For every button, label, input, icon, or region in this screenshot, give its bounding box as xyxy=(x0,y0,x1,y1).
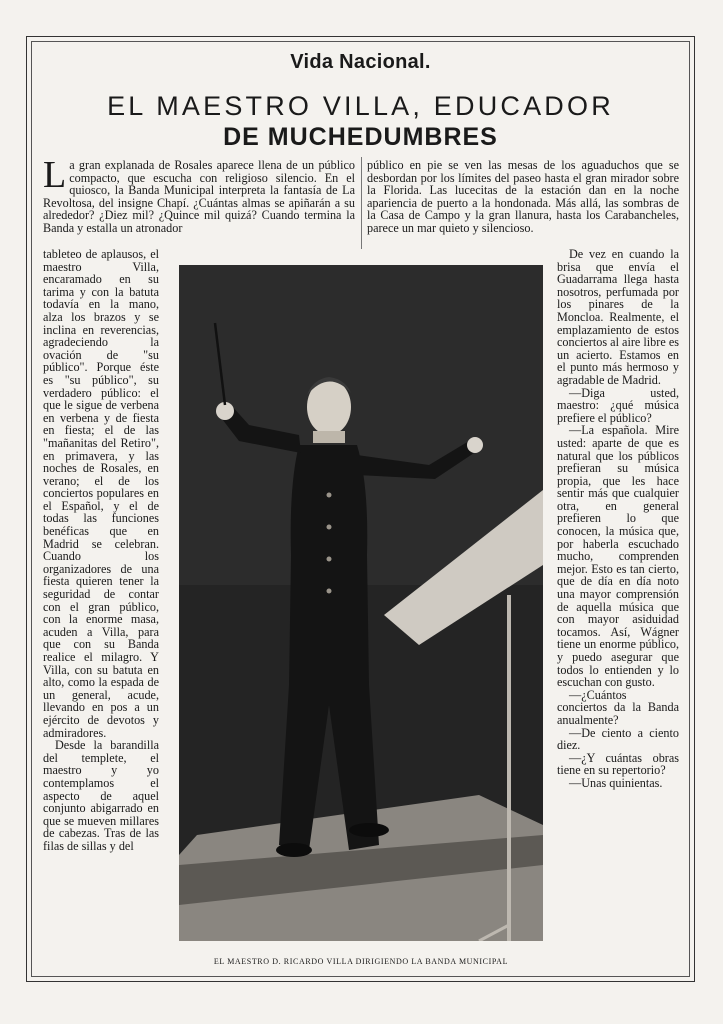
conductor-illustration xyxy=(179,265,543,941)
paragraph-top-right: público en pie se ven las mesas de los aguaduchos que se desbordan por los límites del paseo hasta el gran mirador sobre la Florida. Las lucecitas de la estación dan en la noche apariencia de puerto a la hondonada. Más allá, las sombras de la Casa de Campo y la gran llanura, hasta los Carabancheles, parece un mar quieto y silencioso. xyxy=(367,158,679,235)
paragraph-right-5: —De ciento a ciento diez. xyxy=(557,725,679,753)
paragraph-opening: a gran explanada de Rosales aparece llena de un público compacto, que escucha con religioso silencio. En el quiosco, la Banda Municipal interpreta la fantasía de La Revoltosa, del insigne Chapí. ¿Cuántas almas se apiñarán a su alrededor? ¿Diez mil? ¿Quince mil quizá? Cuando termina la Banda y estalla un atronador xyxy=(43,158,355,235)
section-header: Vida Nacional. xyxy=(290,51,431,73)
paragraph-right-7: —Unas quinientas. xyxy=(569,775,663,790)
headline-line-1: EL MAESTRO VILLA, EDUCADOR xyxy=(107,91,614,121)
article-top-right xyxy=(367,159,679,235)
photo-caption: EL MAESTRO D. RICARDO VILLA DIRIGIENDO LA BANDA MUNICIPAL xyxy=(213,957,509,966)
article-left-column xyxy=(43,248,159,853)
page-frame xyxy=(26,36,695,982)
headline-line-2: DE MUCHEDUMBRES xyxy=(223,123,498,151)
paragraph-left-2: Desde la barandilla del templete, el maestro y yo contemplamos el aspecto de aquel conjunto abigarrado en que se mueven millares de cabezas. Tras de las filas de sillas y del xyxy=(43,738,159,853)
conductor-photo xyxy=(179,265,543,941)
paragraph-right-1: De vez en cuando la brisa que envía el Guadarrama llega hasta nosotros, perfumada por los pinares de la Moncloa. Realmente, el emplazamiento de estos conciertos al aire libre es un acierto. Estamos en el punto más hermoso y agradable de Madrid. xyxy=(557,247,679,387)
paragraph-right-4: —¿Cuántos conciertos da la Banda anualmente? xyxy=(557,687,679,727)
drop-cap: L xyxy=(43,154,67,196)
column-rule xyxy=(361,157,362,249)
paragraph-right-6: —¿Y cuántas obras tiene en su repertorio? xyxy=(557,750,679,778)
article-top-left xyxy=(43,154,355,235)
paragraph-right-3: —La española. Mire usted: aparte de que es natural que los públicos prefieran su música propia, que les hace sentir más que cualquier otra, en general prefieren lo que conocen, la música que, por haberla escuchado mucho, comprenden mejor. Esto es tan cierto, que de día en día noto una mayor comprensión de aquella música que con mayor asiduidad tocamos. Así, Wágner tiene un enorme público, y puedo asegurar que todos lo entienden y lo escuchan con gusto. xyxy=(557,423,679,690)
paragraph-left-1: tableteo de aplausos, el maestro Villa, encaramado en su tarima y con la batuta todavía en la mano, alza los brazos y se inclina en reverencias, agradeciendo la ovación de "su público". Porque éste es "su público", su verdadero público: el que le sigue de verbena en verbena y de fiesta en fiesta; el de las "mañanitas del Retiro", en primavera, y las noches de Rosales, en verano; el de los conciertos populares en el Español, y el de todas las funciones benéficas que en Madrid se celebran. Cuando los organizadores de una fiesta quieren tener la seguridad de contar con el gran público, con la enorme masa, acuden a Villa, para que con su Banda realice el milagro. Y Villa, con su batuta en alto, como la espada de un general, acude, llevando en pos a un ejército de devotos y admiradores. xyxy=(43,247,159,740)
paragraph-right-2: —Diga usted, maestro: ¿qué música prefiere el público? xyxy=(557,385,679,425)
article-right-column xyxy=(557,248,679,790)
